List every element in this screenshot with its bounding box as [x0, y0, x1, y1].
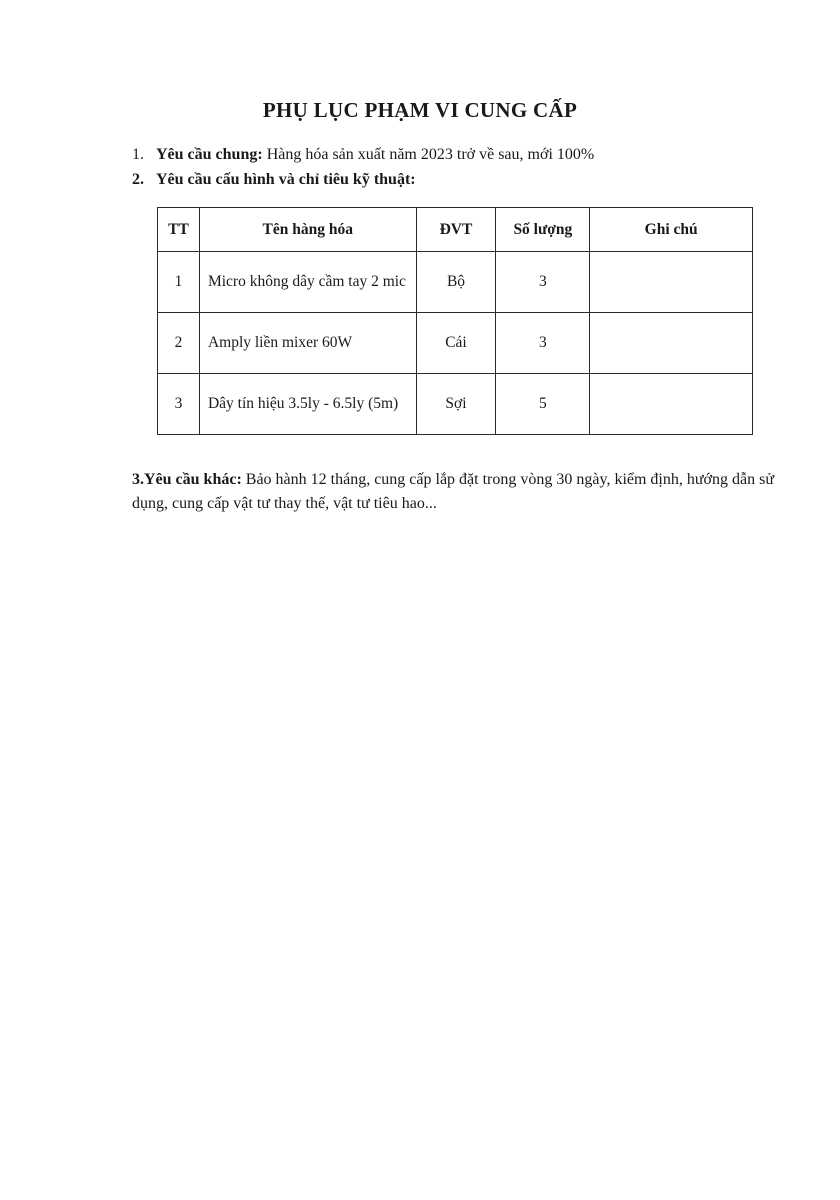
cell-tt: 2 [158, 313, 200, 374]
other-requirement-text: Bảo hành 12 tháng, cung cấp lắp đặt trong vòng 30 ngày, kiểm định, hướng dẫn sử dụng, cung cấp vật tư thay thế, vật tư tiêu hao... [132, 471, 775, 512]
cell-name: Micro không dây cầm tay 2 mic [199, 252, 416, 313]
other-requirement-label: 3.Yêu cầu khác: [132, 471, 242, 488]
cell-note [590, 313, 753, 374]
cell-unit: Sợi [416, 374, 496, 435]
technical-requirement-label: Yêu cầu cấu hình và chỉ tiêu kỹ thuật: [156, 171, 416, 188]
header-name: Tên hàng hóa [199, 208, 416, 252]
technical-requirement-number: 2. [132, 171, 144, 188]
header-unit: ĐVT [416, 208, 496, 252]
cell-unit: Bộ [416, 252, 496, 313]
general-requirement-number: 1. [132, 146, 144, 163]
page-title: PHỤ LỤC PHẠM VI CUNG CẤP [262, 98, 578, 122]
cell-quantity: 5 [496, 374, 590, 435]
cell-quantity: 3 [496, 313, 590, 374]
general-requirement [132, 145, 594, 165]
cell-note [590, 374, 753, 435]
header-tt: TT [158, 208, 200, 252]
other-requirement [132, 468, 782, 516]
cell-name: Amply liền mixer 60W [199, 313, 416, 374]
table-row [158, 313, 753, 374]
cell-quantity: 3 [496, 252, 590, 313]
table-row [158, 374, 753, 435]
cell-tt: 3 [158, 374, 200, 435]
general-requirement-text: Hàng hóa sản xuất năm 2023 trở về sau, mới 100% [262, 146, 595, 163]
header-quantity: Số lượng [496, 208, 590, 252]
table-header-row [158, 208, 753, 252]
technical-requirement [132, 170, 416, 190]
cell-tt: 1 [158, 252, 200, 313]
cell-unit: Cái [416, 313, 496, 374]
goods-table [157, 207, 753, 435]
cell-name: Dây tín hiệu 3.5ly - 6.5ly (5m) [199, 374, 416, 435]
table-row [158, 252, 753, 313]
header-note: Ghi chú [590, 208, 753, 252]
general-requirement-label: Yêu cầu chung: [156, 146, 263, 163]
cell-note [590, 252, 753, 313]
